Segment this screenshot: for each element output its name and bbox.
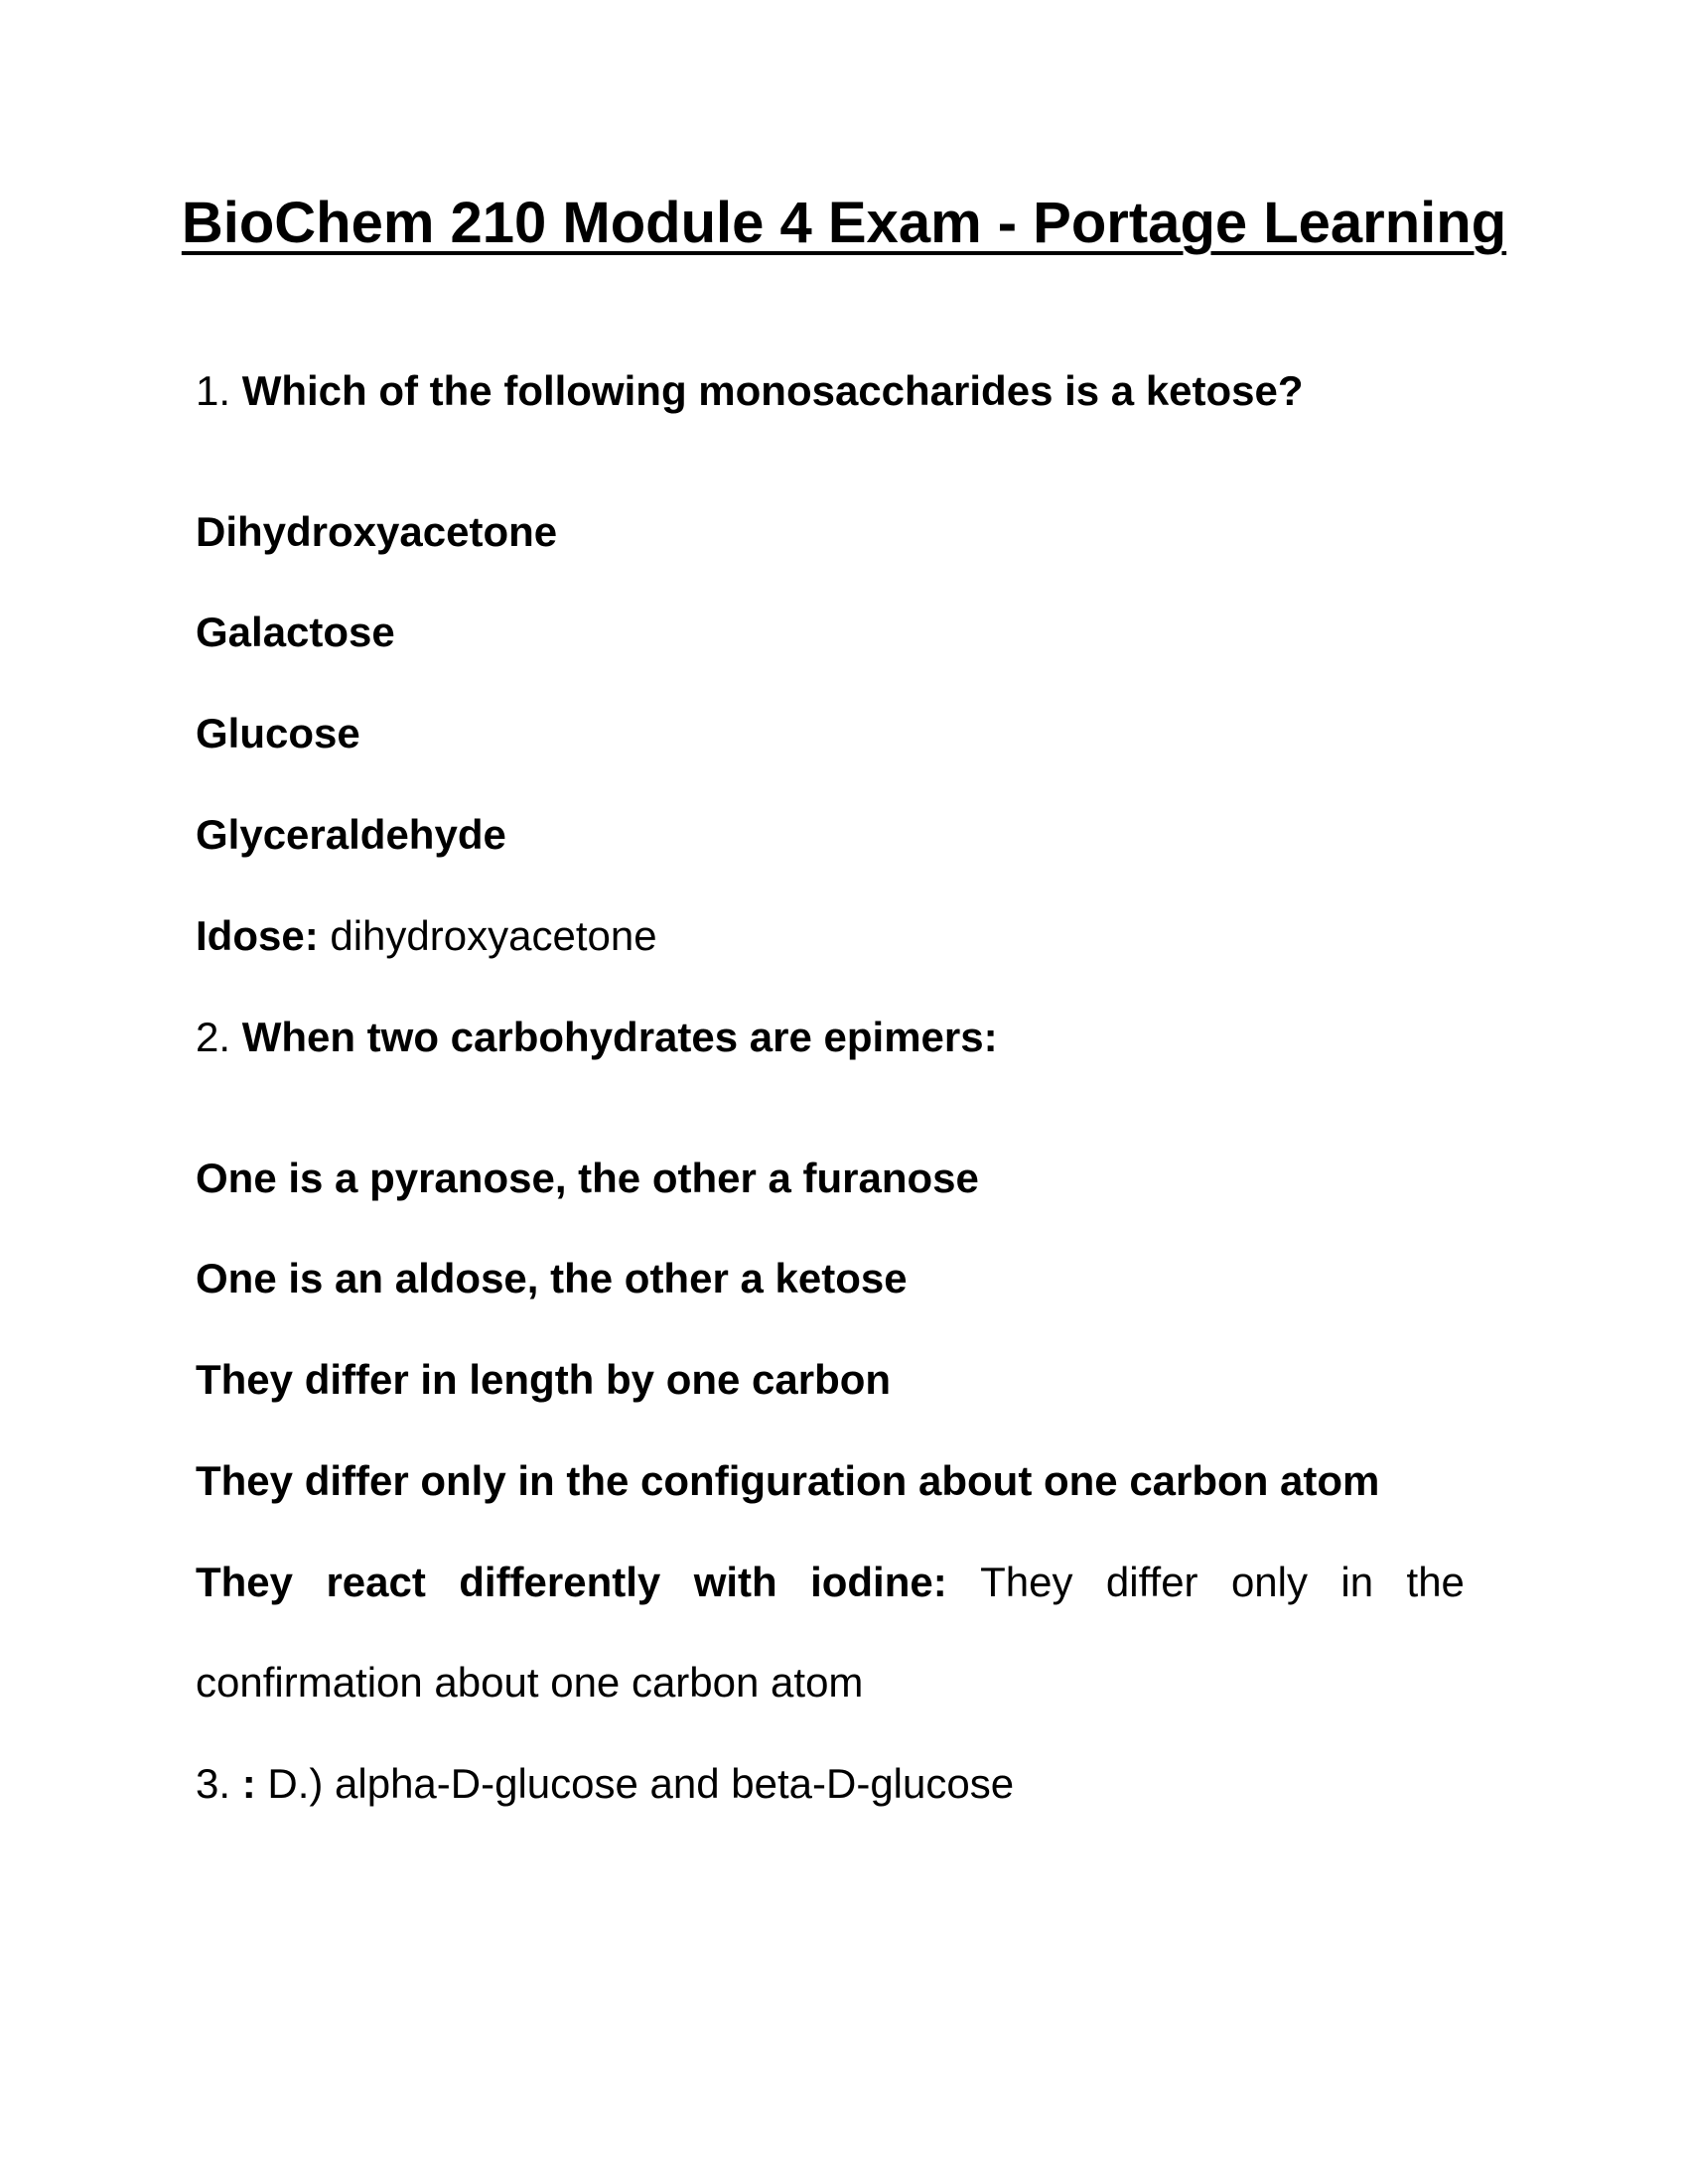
option-word: iodine: (810, 1559, 947, 1605)
answer-word: only (1230, 1559, 1309, 1605)
answer-word: They (980, 1559, 1073, 1605)
option: Glyceraldehyde (196, 811, 506, 858)
question-number: 1. (196, 367, 231, 414)
option-with-answer (196, 1559, 1465, 1605)
answer-text: D.) alpha-D-glucose and beta-D-glucose (267, 1760, 1015, 1807)
question-prompt: When two carbohydrates are epimers: (241, 1014, 998, 1060)
option: They differ in length by one carbon (196, 1356, 892, 1403)
question-1 (196, 367, 1304, 414)
answer-text: confirmation about one carbon atom (196, 1659, 864, 1706)
question-number: 2. (196, 1014, 231, 1060)
option-with-answer (196, 912, 657, 959)
option: Galactose (196, 609, 395, 655)
option-word: react (326, 1559, 426, 1605)
answer-colon: : (241, 1760, 256, 1807)
question-prompt: Which of the following monosaccharides is a ketose? (241, 367, 1304, 414)
option: Idose: (196, 912, 319, 959)
option: Glucose (196, 710, 360, 756)
question-3 (196, 1760, 1015, 1807)
page-title: BioChem 210 Module 4 Exam - Portage Learning (181, 191, 1507, 255)
option: Dihydroxyacetone (196, 508, 558, 555)
question-2 (196, 1014, 998, 1060)
answer-word: differ (1105, 1559, 1198, 1605)
option: They differ only in the configuration about one carbon atom (196, 1457, 1380, 1504)
answer-word: the (1406, 1559, 1465, 1605)
option-word: with (693, 1559, 777, 1605)
question-number: 3. (196, 1760, 231, 1807)
answer-text: dihydroxyacetone (330, 912, 657, 959)
option: One is an aldose, the other a ketose (196, 1255, 908, 1301)
option-word: They (196, 1559, 294, 1605)
answer-word: in (1340, 1559, 1374, 1605)
option: One is a pyranose, the other a furanose (196, 1155, 979, 1201)
option-word: differently (459, 1559, 661, 1605)
